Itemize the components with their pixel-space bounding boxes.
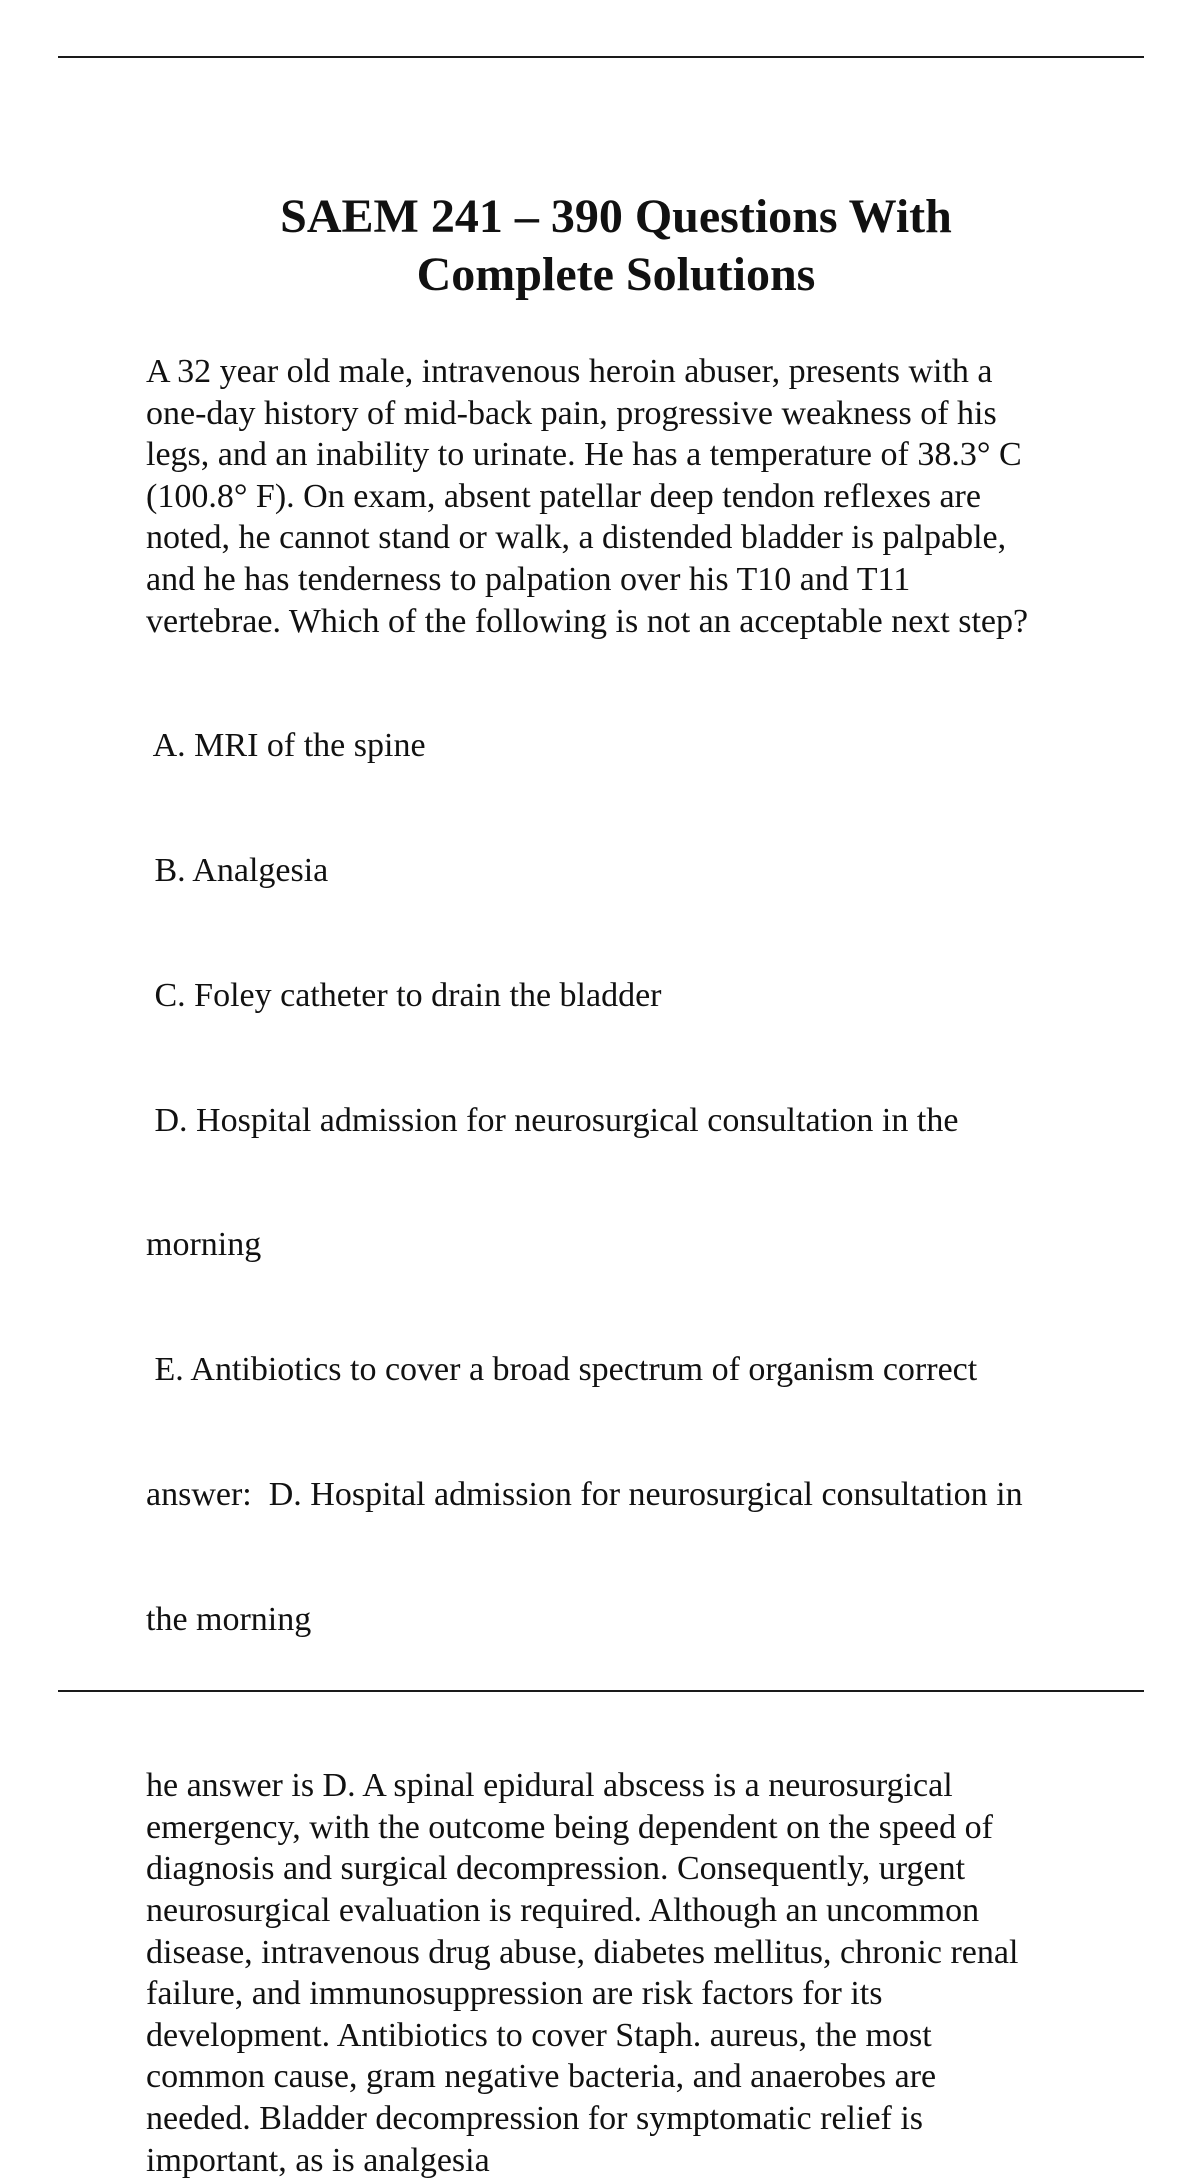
explanation-line: common cause, gram negative bacteria, and anaerobes are [146,2058,937,2096]
paragraph-gap [146,1724,1096,1766]
option-line: B. Analgesia [146,852,329,890]
title-line: Complete Solutions [416,248,816,301]
question-line: noted, he cannot stand or walk, a distended bladder is palpable, [146,519,1007,557]
option-line: C. Foley catheter to drain the bladder [146,976,662,1014]
explanation-line: important, as is analgesia [146,2141,490,2179]
explanation-line: needed. Bladder decompression for symptomatic relief is [146,2099,924,2137]
question-line: A 32 year old male, intravenous heroin abuser, presents with a [146,353,993,390]
explanation-line: he answer is D. A spinal epidural abscess is a neurosurgical [146,1767,953,1805]
question-line: one-day history of mid-back pain, progressive weakness of his [146,394,997,432]
explanation-line: failure, and immunosuppression are risk factors for its [146,1975,883,2013]
option-line: morning [146,1226,262,1264]
explanation-line: development. Antibiotics to cover Staph. aureus, the most [146,2016,932,2054]
document-body [146,351,1096,2181]
option-line: answer: D. Hospital admission for neurosurgical consultation in [146,1476,1023,1514]
option-line: A. MRI of the spine [146,727,426,765]
bottom-rule [58,1690,1144,1692]
explanation-paragraph [146,1765,1096,2181]
question-paragraph [146,351,1096,642]
option-line: E. Antibiotics to cover a broad spectrum of organism correct [146,1351,978,1389]
document-title [146,188,1086,304]
question-line: legs, and an inability to urinate. He has a temperature of 38.3° C [146,436,1022,474]
explanation-line: diagnosis and surgical decompression. Consequently, urgent [146,1850,966,1888]
option-line: D. Hospital admission for neurosurgical consultation in the [146,1101,959,1139]
question-line: (100.8° F). On exam, absent patellar deep tendon reflexes are [146,477,981,515]
explanation-line: disease, intravenous drug abuse, diabetes mellitus, chronic renal [146,1933,1019,1971]
question-line: vertebrae. Which of the following is not an acceptable next step? [146,602,1029,640]
title-line: SAEM 241 – 390 Questions With [280,190,952,243]
top-rule [58,56,1144,58]
question-line: and he has tenderness to palpation over his T10 and T11 [146,560,911,598]
explanation-line: emergency, with the outcome being dependent on the speed of [146,1808,993,1846]
answer-options [146,642,1096,1723]
explanation-line: neurosurgical evaluation is required. Although an uncommon [146,1891,980,1929]
option-line: the morning [146,1600,312,1638]
